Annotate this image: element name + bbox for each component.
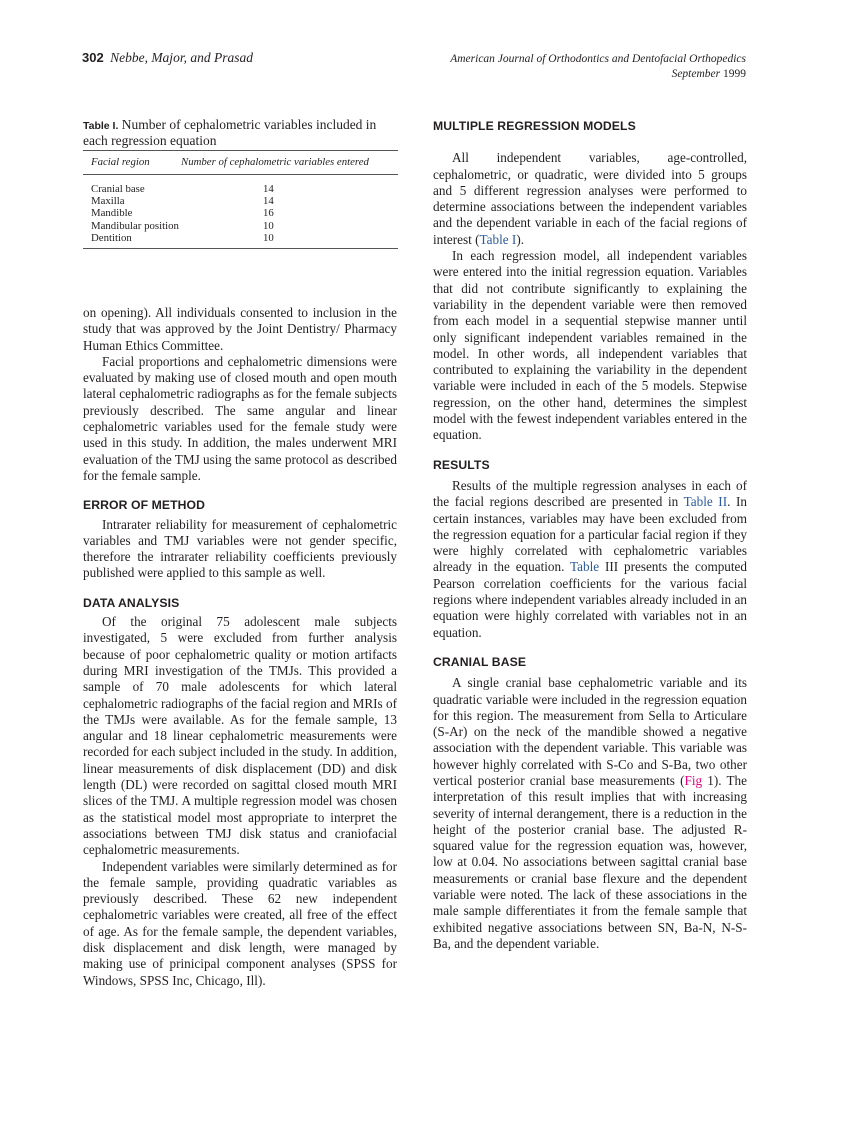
table-caption — [83, 118, 398, 148]
paragraph-data-analysis-2: Independent variables were similarly determined as for the female sample, providing quadratic variables as previously described. These 62 new independent cephalometric variables were created, all free of the effect of age. As for the female sample, the dependent variables, disk displacement and disk length, were managed by making use of prinicipal component analyses (SPSS for Windows, SPSS Inc, Chicago, Ill). — [83, 858, 397, 988]
paragraph-results — [433, 478, 747, 641]
table-i-link[interactable]: Table I — [479, 231, 517, 247]
heading-data-analysis: DATA ANALYSIS — [83, 595, 180, 610]
cell-region: Maxilla — [91, 195, 125, 208]
text: A single cranial base cephalometric variable and its quadratic variable were included in the regression equation for this region. The measurement from Sella to Articulare (S-Ar) on the neck of the mandible showed a negative association with the dependent variable. This variable was however highly correlated with S-Co and S-Ba, two other vertical posterior cranial base measurements ( — [433, 675, 747, 788]
left-column — [83, 305, 397, 989]
heading-error-of-method: ERROR OF METHOD — [83, 498, 206, 513]
cell-count: 14 — [263, 195, 274, 208]
text: . In certain instances, variables may have been excluded from the regression equation for a particular facial region if they were highly correlated with cephalometric variables already in the equation. — [433, 494, 747, 575]
table-row — [83, 207, 398, 219]
column-header-facial-region: Facial region — [83, 151, 181, 175]
table-row — [83, 220, 398, 232]
cell-count: 10 — [181, 232, 398, 249]
text: 1). The interpretation of this result implies that with increasing severity of internal derangement, there is a reduction in the height of the posterior cranial base. The adjusted R-squared value for the regression equation was, however, low at 0.04. No associations between sagittal cranial base measurements or cranial base flexure and the dependent variable were noted. The lack of these associations in the male sample differentiates it from the female sample that exhibited negative associations between SN, Ba-N, N-S-Ba, and the dependent variable. — [433, 772, 747, 951]
paragraph-mrm-1 — [433, 150, 747, 248]
table-1 — [83, 150, 398, 249]
paragraph-cranial-base — [433, 675, 747, 952]
heading-cranial-base: CRANIAL BASE — [433, 654, 527, 669]
text: Results of the multiple regression analyses in each of the facial regions described are presented in — [433, 477, 747, 510]
text: All independent variables, age-controlled, cephalometric, or quadratic, were divided into 5 groups and 5 different regression analyses were performed to determine associations between the independent variables and the dependent variable in each of the facial regions of interest ( — [433, 150, 747, 247]
paragraph-data-analysis-1: Of the original 75 adolescent male subjects investigated, 5 were excluded from further analysis because of poor cephalometric quality or motion artifacts during MRI investigation of the TMJs. This provided a sample of 70 male adolescents for which lateral cephalometric radiographs of the facial region and MRIs of the TMJs were available. As for the female sample, 13 angular and 18 linear cephalometric measurements were recorded for each subject included in the study. In addition, linear measurements of disk displacement (DD) and disk length (DL) were recorded on sagittal closed mouth MRI slices of the TMJ. A multiple regression model was chosen as the statistical model most appropriate to interpret the associations between TMJ disk status and craniofacial cephalometric measurements. — [83, 614, 397, 858]
cell-region: Mandibular position — [91, 219, 179, 232]
table-label: Table I. — [83, 120, 119, 132]
column-header-variable-count: Number of cephalometric variables entered — [181, 151, 398, 175]
page-number: 302 — [82, 50, 104, 65]
text: ). — [516, 231, 525, 247]
heading-results: RESULTS — [433, 457, 490, 472]
table-iii-link[interactable]: Table — [570, 559, 600, 575]
issue-year: 1999 — [723, 68, 746, 80]
table-row — [83, 232, 398, 249]
running-header-left — [82, 50, 253, 66]
table-header-row — [83, 151, 398, 175]
cell-count: 14 — [263, 183, 274, 195]
paragraph-facial-proportions: Facial proportions and cephalometric dimensions were evaluated by making use of closed mouth and open mouth lateral cephalometric radiographs as for the female subjects previously described. The same angular and linear cephalometric variables used for the female study were used in this study. In addition, the males underwent MRI evaluation of the TMJ using the same protocol as described for the female sample. — [83, 353, 397, 483]
authors: Nebbe, Major, and Prasad — [110, 50, 253, 65]
table-row — [83, 195, 398, 207]
table-caption-text: Number of cephalometric variables included in each regression equation — [83, 117, 377, 148]
figure-1-link[interactable]: Fig — [684, 772, 703, 788]
cell-region: Cranial base — [91, 183, 145, 195]
cell-count: 10 — [263, 219, 274, 232]
right-column — [433, 118, 747, 952]
journal-title: American Journal of Orthodontics and Dentofacial Orthopedics — [450, 53, 746, 65]
cell-region: Dentition — [83, 232, 181, 249]
paragraph-mrm-2: In each regression model, all independent variables were entered into the initial regression equation. Variables that did not contribute significantly to explaining the variability in the dependent variable were then removed from each model in a sequential stepwise manner until only significant independent variables remained in the model. In other words, all independent variables that contributed to explaining the variability in the dependent variable were included in each of the 5 models. Stepwise regression, on the other hand, determines the simplest model with the fewest independent variables entered in the equation. — [433, 248, 747, 443]
text: III presents the computed Pearson correlation coefficients for the various facial regions where independent variables already included in an equation were highly correlated with variables not in an equation. — [433, 559, 747, 640]
heading-multiple-regression-models: MULTIPLE REGRESSION MODELS — [433, 119, 636, 133]
table-ii-link[interactable]: Table II — [683, 494, 728, 510]
cell-count: 16 — [263, 207, 274, 220]
paragraph-error-of-method: Intrarater reliability for measurement of cephalometric variables and TMJ variables were not gender specific, therefore the intrarater reliability coefficients previously published were applied to this sample as well. — [83, 516, 397, 581]
table-row — [83, 175, 398, 196]
paragraph-consent: on opening). All individuals consented to inclusion in the study that was approved by the Joint Dentistry/ Pharmacy Human Ethics Committee. — [83, 305, 397, 353]
running-header-right — [450, 52, 746, 82]
cell-region: Mandible — [91, 207, 133, 220]
issue-month: September — [671, 68, 721, 80]
